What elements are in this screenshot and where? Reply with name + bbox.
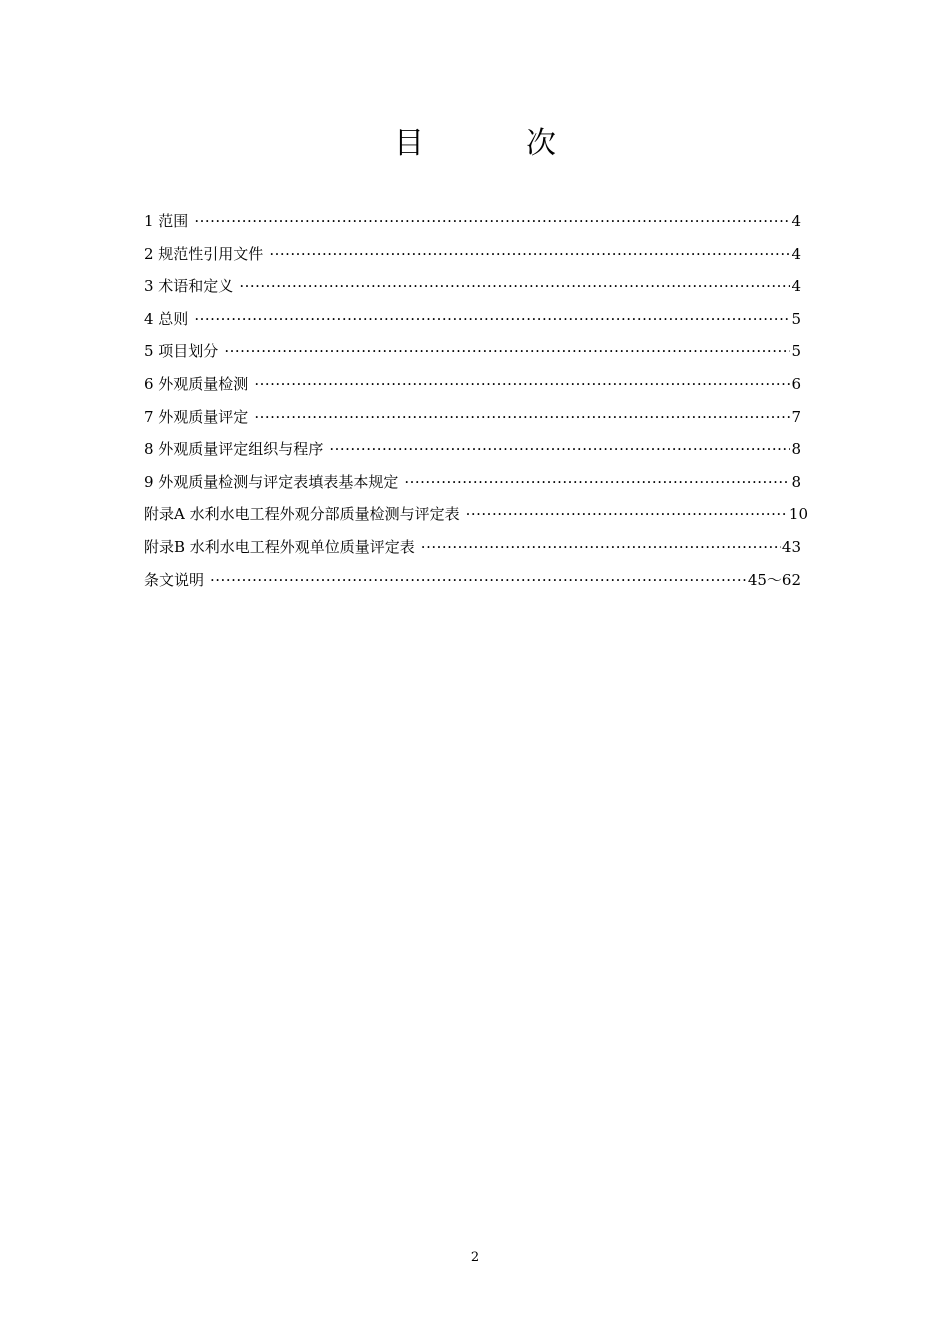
toc-entry-label: 条文说明 [144,570,205,589]
toc-entry-label: 1 范围 [144,212,189,230]
toc-entry-appearance-inspection[interactable] [144,368,801,401]
toc-leader-dots [466,498,788,531]
toc-entry-page: 45～62 [747,570,801,589]
toc-entry-page: 4 [791,212,801,230]
toc-entry-label: 8 外观质量评定组织与程序 [144,440,324,459]
toc-entry-page: 6 [791,374,801,393]
toc-leader-dots [194,303,790,336]
toc-title: 目 次 [394,126,592,161]
toc-leader-dots [269,238,790,271]
toc-leader-dots [329,433,790,466]
toc-entry-label: 7 外观质量评定 [144,407,249,426]
toc-leader-dots [254,368,790,401]
toc-entry-label: 5 项目划分 [144,342,219,361]
toc-entry-appendix-a[interactable] [144,498,808,531]
toc-leader-dots [404,466,790,499]
toc-leader-dots [210,564,747,597]
toc-entry-page: 10 [788,505,808,524]
toc-entry-page: 8 [791,440,801,459]
toc-entry-page: 43 [781,537,801,556]
toc-entry-label: 6 外观质量检测 [144,374,249,393]
toc-entry-page: 5 [791,342,801,361]
toc-leader-dots [421,531,781,564]
toc-leader-dots [254,401,790,434]
toc-entry-appendix-b[interactable] [144,531,801,564]
toc-entry-general[interactable] [144,303,801,336]
toc-entry-page: 5 [791,309,801,328]
toc-entry-normative-references[interactable] [144,238,801,271]
toc-entry-page: 4 [791,277,801,296]
toc-entry-form-rules[interactable] [144,466,801,499]
toc-entry-label: 4 总则 [144,309,189,328]
toc-entry-label: 9 外观质量检测与评定表填表基本规定 [144,472,399,491]
toc-entry-label: 附录A 水利水电工程外观分部质量检测与评定表 [144,505,460,524]
toc-entry-label: 3 术语和定义 [144,277,234,296]
toc-entry-page: 4 [791,244,801,263]
toc-entry-label: 附录B 水利水电工程外观单位质量评定表 [144,537,415,556]
toc-entry-page: 7 [791,407,801,426]
toc-leader-dots [239,270,790,303]
toc-entry-explanation[interactable] [144,564,801,597]
toc-entry-page: 8 [791,472,801,491]
toc-leader-dots [194,205,790,238]
toc-entry-terms-definitions[interactable] [144,270,801,303]
toc-leader-dots [224,335,790,368]
toc-entry-project-division[interactable] [144,335,801,368]
toc-entry-scope[interactable] [144,205,801,238]
toc-entry-evaluation-procedure[interactable] [144,433,801,466]
toc-entry-appearance-evaluation[interactable] [144,401,801,434]
table-of-contents [144,205,814,596]
page-number: 2 [470,1250,480,1265]
toc-entry-label: 2 规范性引用文件 [144,244,264,263]
